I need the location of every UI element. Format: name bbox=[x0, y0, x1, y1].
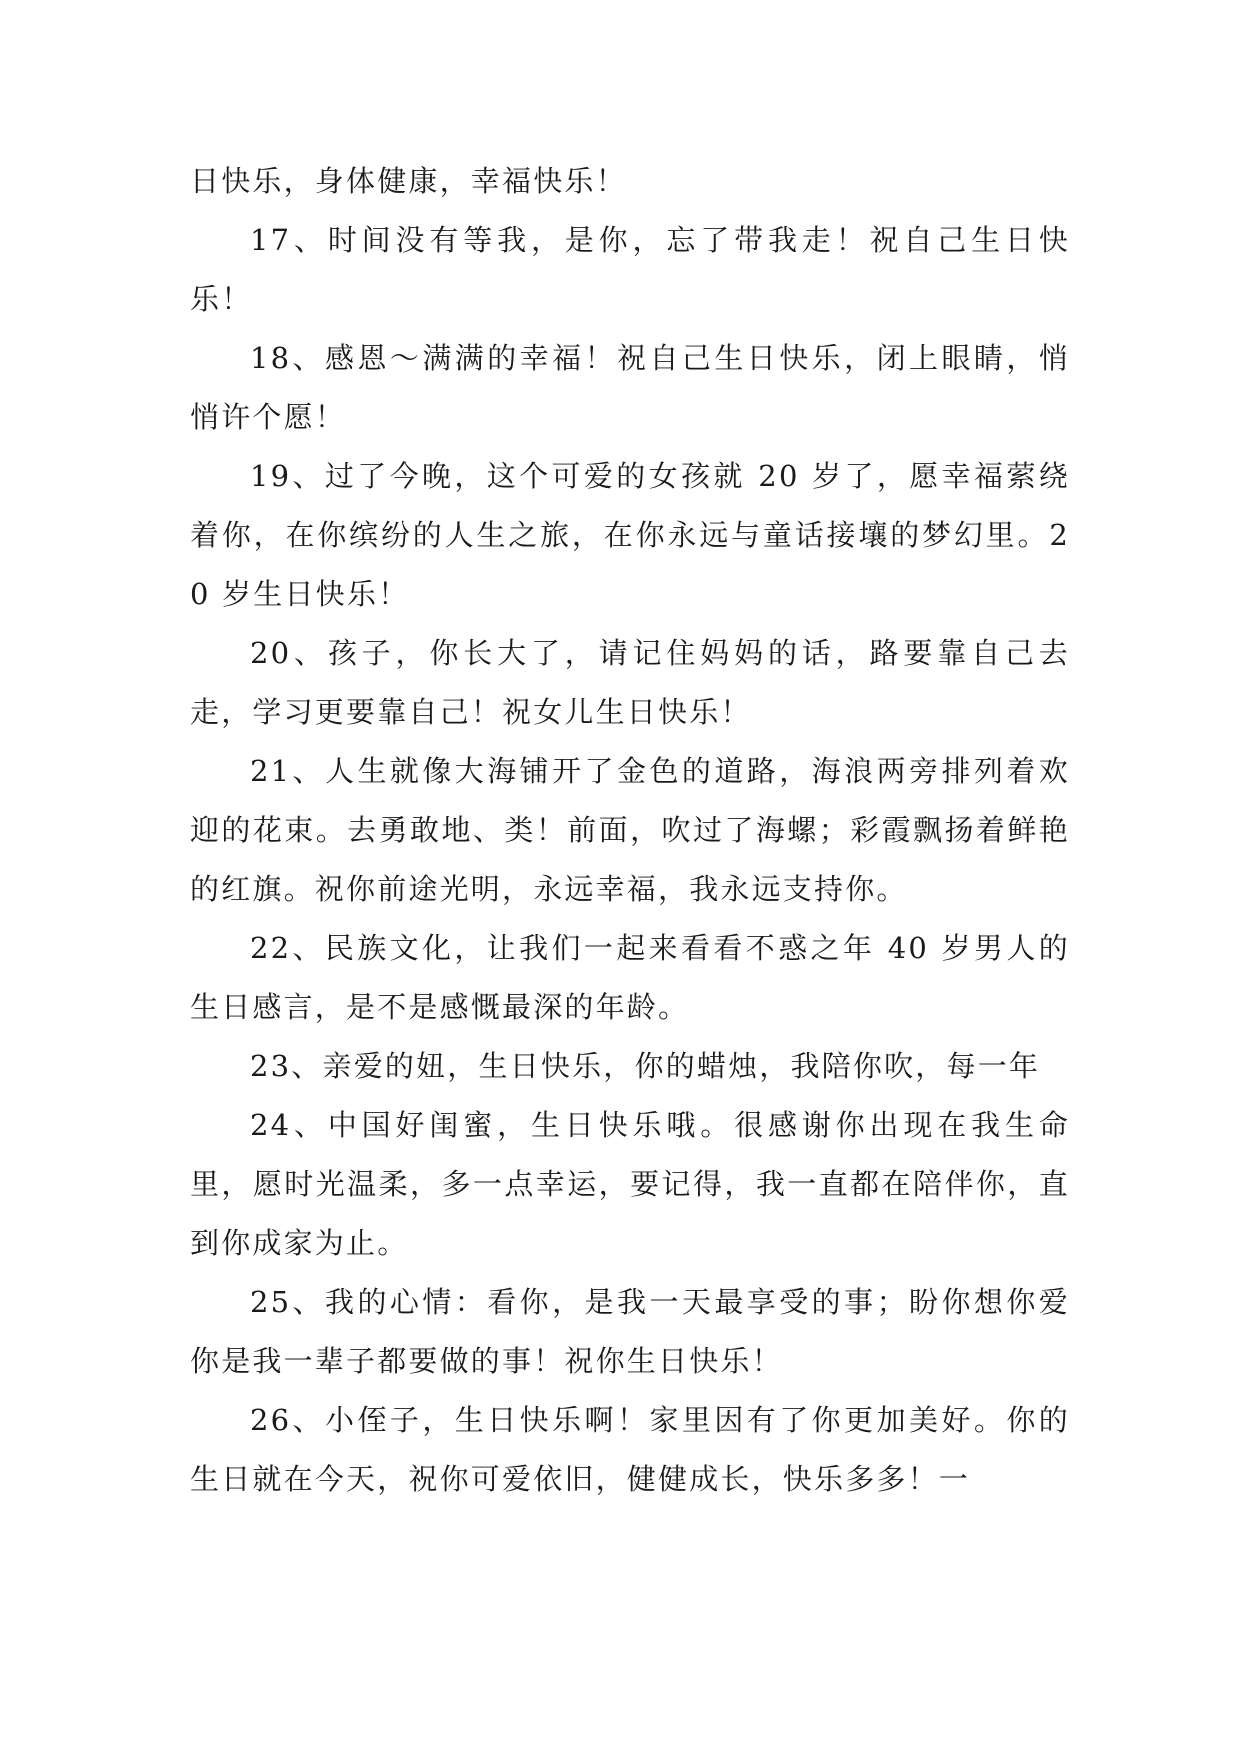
paragraph-item-20: 20、孩子，你长大了，请记住妈妈的话，路要靠自己去走，学习更要靠自己！祝女儿生日快乐！ bbox=[190, 636, 1070, 729]
paragraph-item-22: 22、民族文化，让我们一起来看看不惑之年 40 岁男人的生日感言，是不是感慨最深的年龄。 bbox=[190, 931, 1070, 1024]
document-body bbox=[190, 152, 1070, 1509]
paragraph-item-23: 23、亲爱的妞，生日快乐，你的蜡烛，我陪你吹，每一年 bbox=[250, 1049, 1041, 1083]
paragraph-item-19: 19、过了今晚，这个可爱的女孩就 20 岁了，愿幸福萦绕着你，在你缤纷的人生之旅，在你永远与童话接壤的梦幻里。20 岁生日快乐！ bbox=[190, 459, 1070, 611]
paragraph-item-24: 24、中国好闺蜜，生日快乐哦。很感谢你出现在我生命里，愿时光温柔，多一点幸运，要记得，我一直都在陪伴你，直到你成家为止。 bbox=[190, 1108, 1070, 1260]
paragraph-item-25: 25、我的心情：看你，是我一天最享受的事；盼你想你爱你是我一辈子都要做的事！祝你生日快乐！ bbox=[190, 1285, 1070, 1378]
paragraph-continuation: 日快乐，身体健康，幸福快乐！ bbox=[190, 164, 627, 198]
paragraph-item-21: 21、人生就像大海铺开了金色的道路，海浪两旁排列着欢迎的花束。去勇敢地、类！前面，吹过了海螺；彩霞飘扬着鲜艳的红旗。祝你前途光明，永远幸福，我永远支持你。 bbox=[190, 754, 1070, 906]
paragraph-item-26: 26、小侄子，生日快乐啊！家里因有了你更加美好。你的生日就在今天，祝你可爱依旧，健健成长，快乐多多！一 bbox=[190, 1403, 1070, 1496]
paragraph-item-18: 18、感恩～满满的幸福！祝自己生日快乐，闭上眼睛，悄悄许个愿！ bbox=[190, 341, 1070, 434]
paragraph-item-17: 17、时间没有等我，是你，忘了带我走！祝自己生日快乐！ bbox=[190, 223, 1070, 316]
